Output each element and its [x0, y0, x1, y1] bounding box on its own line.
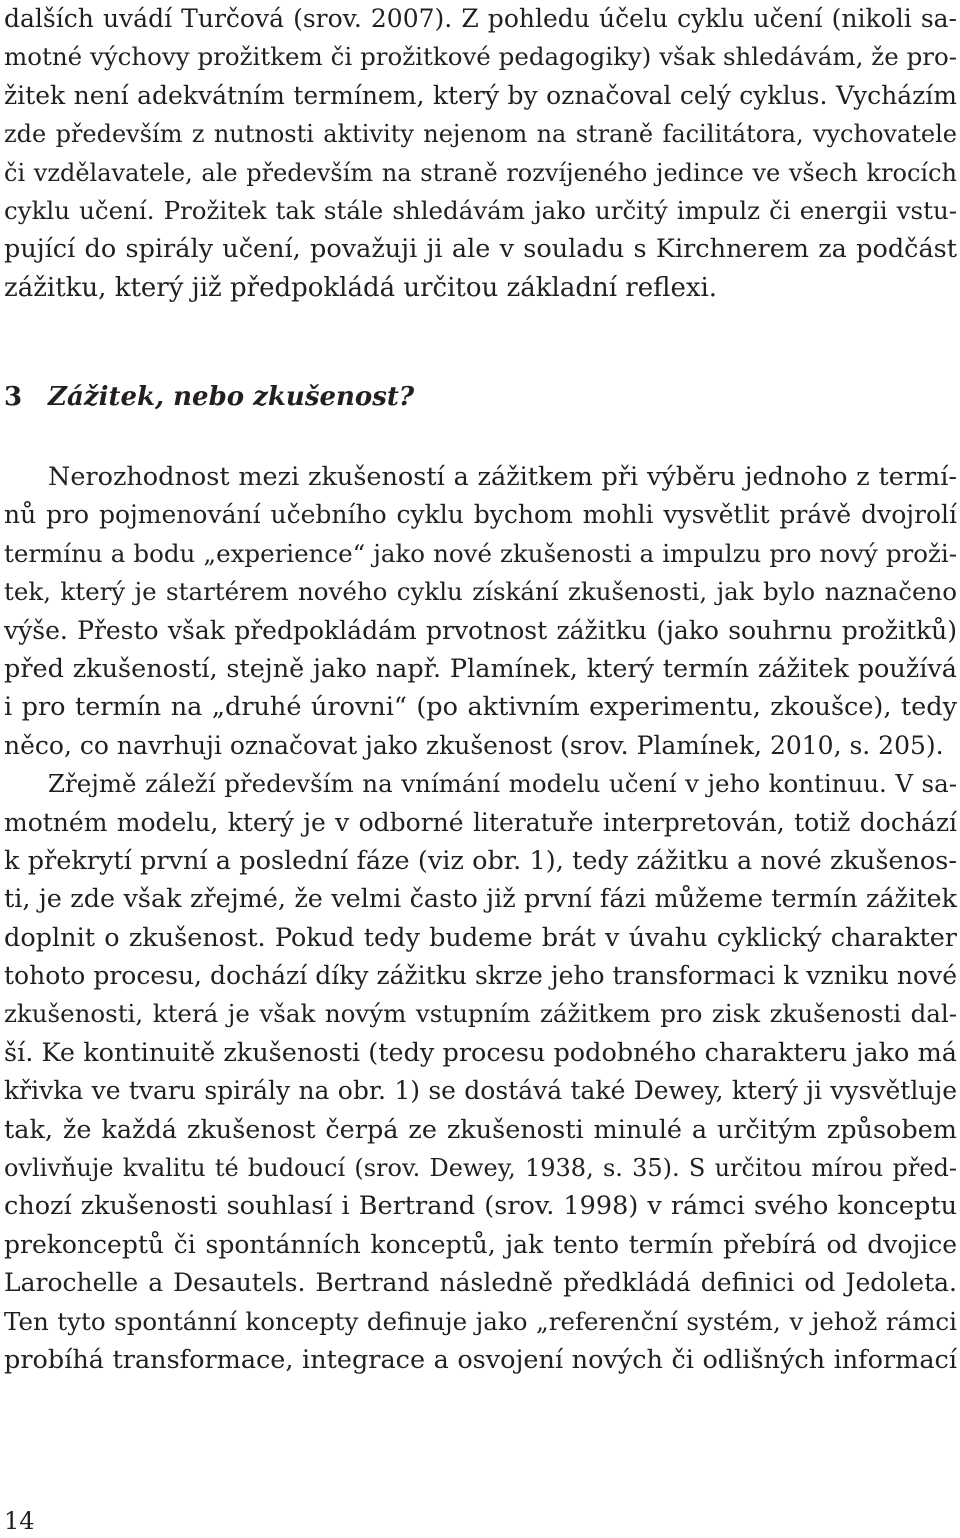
text-line: i pro termín na „druhé úrovni“ (po aktivním experimentu, zkoušce), tedy	[4, 692, 957, 723]
section-title: Zážitek, nebo zkušenost?	[48, 382, 415, 412]
text-line: Nerozhodnost mezi zkušeností a zážitkem při výběru jednoho z termí-	[48, 462, 957, 492]
text-line: cyklu učení. Prožitek tak stále shledávám jako určitý impulz či energii vstu-	[4, 195, 957, 225]
text-line: zkušenosti, která je však novým vstupním zážitkem pro zisk zkušenosti dal-	[4, 999, 957, 1029]
text-line: dalších uvádí Turčová (srov. 2007). Z pohledu účelu cyklu učení (nikoli sa-	[4, 4, 957, 33]
text-line: ovlivňuje kvalitu té budoucí (srov. Dewey, 1938, s. 35). S určitou mírou před-	[4, 1154, 957, 1183]
text-line: zážitku, který již předpokládá určitou základní reflexi.	[4, 272, 718, 303]
text-line: tek, který je startérem nového cyklu získání zkušenosti, jak bylo naznačeno	[4, 577, 957, 607]
text-line: před zkušeností, stejně jako např. Plamínek, který termín zážitek používá	[4, 653, 957, 684]
section-number: 3	[4, 382, 23, 412]
text-line: Larochelle a Desautels. Bertrand následně předkládá definici od Jedoleta.	[4, 1268, 957, 1298]
text-line: pující do spirály učení, považuji ji ale v souladu s Kirchnerem za podčást	[4, 234, 957, 265]
text-line: či vzdělavatele, ale především na straně rozvíjeného jedince ve všech krocích	[4, 158, 957, 187]
text-line: zde především z nutnosti aktivity nejenom na straně facilitátora, vychovatele	[4, 120, 957, 149]
text-line: žitek není adekvátním termínem, který by označoval celý cyklus. Vycházím	[4, 80, 957, 110]
text-line: termínu a bodu „experience“ jako nové zkušenosti a impulzu pro nový proži-	[4, 538, 957, 568]
text-line: doplnit o zkušenost. Pokud tedy budeme brát v úvahu cyklický charakter	[4, 922, 957, 953]
paragraph-2	[4, 458, 957, 1379]
text-line: motné výchovy prožitkem či prožitkové pedagogiky) však shledávám, že pro-	[4, 42, 957, 72]
text-line: ší. Ke kontinuitě zkušenosti (tedy procesu podobného charakteru jako má	[4, 1037, 957, 1068]
text-line: Zřejmě záleží především na vnímání modelu učení v jeho kontinuu. V sa-	[48, 769, 957, 799]
text-line: tohoto procesu, dochází díky zážitku skrze jeho transformaci k vzniku nové	[4, 961, 957, 991]
text-line: probíhá transformace, integrace a osvojení nových či odlišných informací	[4, 1344, 957, 1375]
text-line: prekonceptů či spontánních konceptů, jak tento termín přebírá od dvojice	[4, 1229, 957, 1259]
text-line: motném modelu, který je v odborné literatuře interpretován, totiž dochází	[4, 807, 957, 837]
paragraph-1	[4, 0, 957, 307]
text-line: Ten tyto spontánní koncepty definuje jako „referenční systém, v jehož rámci	[4, 1306, 957, 1336]
text-line: něco, co navrhuji označovat jako zkušenost (srov. Plamínek, 2010, s. 205).	[4, 730, 944, 760]
text-line: nů pro pojmenování učebního cyklu bychom mohli vysvětlit právě dvojrolí	[4, 500, 957, 530]
text-line: ti, je zde však zřejmé, že velmi často již první fázi můžeme termín zážitek	[4, 884, 957, 915]
section-heading	[4, 378, 414, 416]
page-number: 14	[4, 1507, 35, 1535]
text-line: chozí zkušenosti souhlasí i Bertrand (srov. 1998) v rámci svého konceptu	[4, 1191, 957, 1222]
text-line: k překrytí první a poslední fáze (viz obr. 1), tedy zážitku a nové zkušenos-	[4, 845, 957, 876]
text-line: výše. Přesto však předpokládám prvotnost zážitku (jako souhrnu prožitků)	[4, 615, 957, 645]
text-line: tak, že každá zkušenost čerpá ze zkušenosti minulé a určitým způsobem	[4, 1114, 957, 1145]
text-line: křivka ve tvaru spirály na obr. 1) se dostává také Dewey, který ji vysvětluje	[4, 1076, 957, 1106]
